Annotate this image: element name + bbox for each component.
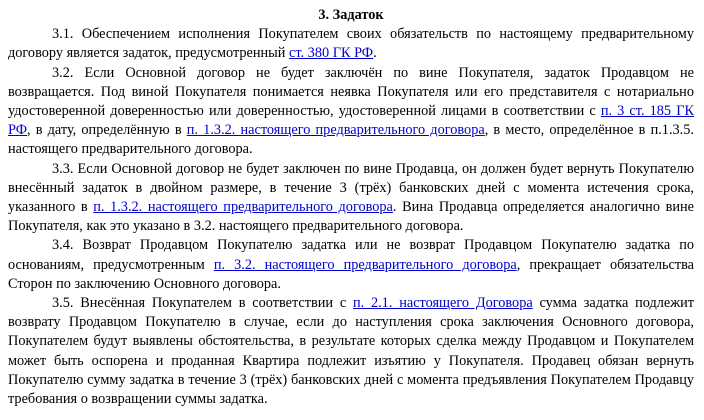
- clause-text: 3.4. Возврат Продавцом Покупателю задатка или не возврат Продавцом Покупателю задатка по основаниям, предусмотренным: [8, 237, 694, 273]
- link-clause-1-3-2[interactable]: п. 1.3.2. настоящего предварительного договора: [186, 122, 485, 139]
- clause-text: , прекращает обязательства Сторон по заключению Основного договора.: [8, 256, 694, 292]
- clause-3-2: [8, 64, 694, 160]
- clause-3-4: [8, 236, 694, 294]
- link-clause-3-2[interactable]: п. 3.2. настоящего предварительного договора: [213, 256, 517, 273]
- clause-3-3: [8, 160, 694, 237]
- link-art-185-civil-code[interactable]: п. 3 ст. 185 ГК РФ: [8, 103, 694, 139]
- clause-text: сумма задатка подлежит возврату Продавцом Покупателю в случае, если до наступления срока заключения Основного договора, Покупателем будут выявлены обстоятельства, в результате которых сделка между Продавцом и Покупателем может быть оспорена и проданная Квартира подлежит изъятию у Покупателя. Продавец обязан вернуть Покупателю сумму задатка в течение 3 (трёх) банковских дней с момента предъявления Покупателем Продавцу требования о возвращении суммы задатка.: [8, 295, 694, 408]
- clause-text: , в место, определённое в п.1.3.5. настоящего предварительного договора.: [8, 122, 694, 158]
- clause-text: , в дату, определённую в: [27, 122, 187, 139]
- clause-3-1: [8, 25, 694, 63]
- link-art-380-civil-code[interactable]: ст. 380 ГК РФ: [289, 45, 374, 62]
- link-clause-2-1[interactable]: п. 2.1. настоящего Договора: [352, 295, 533, 312]
- link-clause-1-3-2[interactable]: п. 1.3.2. настоящего предварительного договора: [93, 199, 393, 216]
- clause-text: 3.1. Обеспечением исполнения Покупателем своих обязательств по настоящему предварительному договору является задаток, предусмотренный: [8, 26, 694, 62]
- clause-text: .: [373, 45, 377, 62]
- clause-text: 3.2. Если Основной договор не будет заключён по вине Покупателя, задаток Продавцом не возвращается. Под виной Покупателя понимается неявка Покупателя или его представителя с нотариально удостоверенной доверенностью или доверенностью, удостоверенной лицами в соответствии с: [8, 64, 694, 120]
- clause-text: . Вина Продавца определяется аналогично вине Покупателя, как это указано в 3.2. настоящего предварительного договора.: [8, 199, 694, 235]
- clause-3-5: [8, 294, 694, 409]
- section-heading: 3. Задаток: [318, 7, 384, 23]
- clause-text: 3.3. Если Основной договор не будет заключен по вине Продавца, он должен будет вернуть Покупателю внесённый задаток в двойном размере, в течение 3 (трёх) банковских дней с момента истечения срока, указанного в: [8, 160, 694, 216]
- clause-text: 3.5. Внесённая Покупателем в соответствии с: [52, 295, 353, 312]
